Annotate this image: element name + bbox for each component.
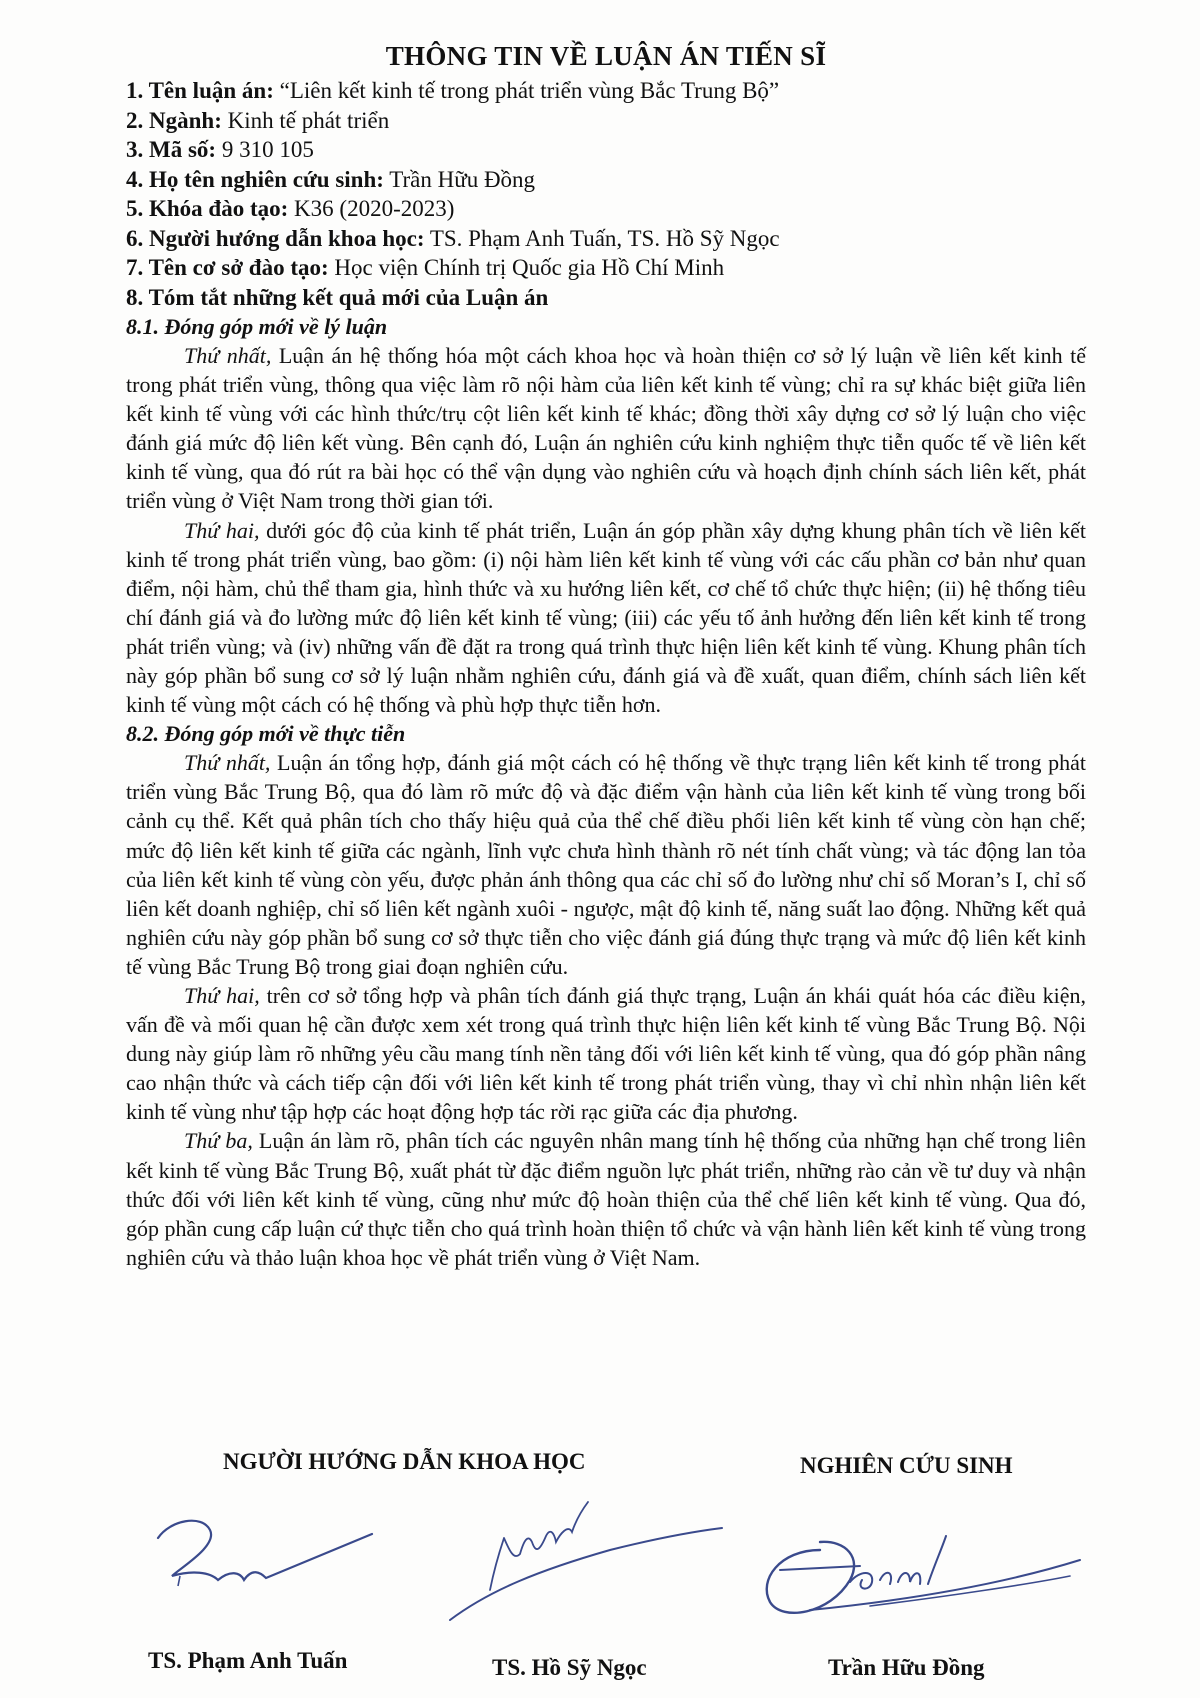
section-8-heading: 8. Tóm tắt những kết quả mới của Luận án xyxy=(126,284,549,310)
info-advisors xyxy=(126,224,1086,254)
paragraph-lead: Thứ ba, xyxy=(184,1128,253,1154)
info-value: K36 (2020-2023) xyxy=(288,196,455,221)
info-major xyxy=(126,106,1086,136)
paragraph xyxy=(126,748,1086,981)
paragraph-text: Luận án làm rõ, phân tích các nguyên nhân mang tính hệ thống của những hạn chế trong liên kết kinh tế vùng Bắc Trung Bộ, xuất phát từ đặc điểm nguồn lực phát triển, những rào cản về tư duy và nhận thức đối với liên kết kinh tế vùng, cũng như mức độ hoàn thiện của thể chế liên kết kinh tế vùng. Qua đó, góp phần cung cấp luận cứ thực tiễn cho quá trình hoàn thiện tổ chức và vận hành liên kết kinh tế vùng trong nghiên cứu và thảo luận khoa học về phát triển vùng ở Việt Nam. xyxy=(126,1128,1087,1270)
advisor1-signature xyxy=(140,1510,380,1610)
info-label: 1. Tên luận án: xyxy=(126,78,274,103)
info-label: 4. Họ tên nghiên cứu sinh: xyxy=(126,166,384,192)
info-student-name xyxy=(126,165,1086,195)
info-institution xyxy=(126,253,1086,283)
info-value: Học viện Chính trị Quốc gia Hồ Chí Minh xyxy=(328,255,725,280)
advisor-role-label: NGƯỜI HƯỚNG DẪN KHOA HỌC xyxy=(223,1449,586,1474)
student-name: Trần Hữu Đồng xyxy=(828,1655,985,1680)
section-8-2-heading: 8.2. Đóng góp mới về thực tiễn xyxy=(126,721,406,747)
document-body xyxy=(126,38,1086,1272)
info-value: TS. Phạm Anh Tuấn, TS. Hồ Sỹ Ngọc xyxy=(424,225,780,251)
paragraph-lead: Thứ nhất, xyxy=(184,343,272,368)
signature-block xyxy=(0,1440,1200,1698)
info-label: 7. Tên cơ sở đào tạo: xyxy=(126,255,329,280)
info-label: 2. Ngành: xyxy=(126,107,222,133)
info-value: “Liên kết kinh tế trong phát triển vùng Bắc Trung Bộ” xyxy=(273,78,780,103)
paragraph xyxy=(126,341,1086,516)
info-label: 5. Khóa đào tạo: xyxy=(126,196,289,221)
info-value: 9 310 105 xyxy=(216,137,314,162)
info-thesis-title xyxy=(126,76,1086,106)
student-role-label: NGHIÊN CỨU SINH xyxy=(800,1453,1013,1478)
paragraph-text: dưới góc độ của kinh tế phát triển, Luận án góp phần xây dựng khung phân tích về liên kết kinh tế trong phát triển vùng, bao gồm: (i) nội hàm liên kết kinh tế vùng với các cấu phần cơ bản như quan điểm, nội hàm, chủ thể tham gia, hình thức và xu hướng liên kết, cơ chế tổ chức thực hiện; (ii) hệ thống tiêu chí đánh giá và đo lường mức độ liên kết kinh tế vùng; (iii) các yếu tố ảnh hưởng đến liên kết kinh tế trong phát triển vùng; và (iv) những vấn đề đặt ra trong quá trình thực hiện liên kết kinh tế vùng. Khung phân tích này góp phần bổ sung cơ sở lý luận nhằm nghiên cứu, đánh giá và đề xuất, quan điểm, chính sách liên kết kinh tế vùng một cách có hệ thống và phù hợp thực tiễn hơn. xyxy=(126,517,1086,718)
paragraph xyxy=(126,516,1086,720)
advisor2-name: TS. Hồ Sỹ Ngọc xyxy=(492,1655,647,1680)
info-label: 3. Mã số: xyxy=(126,137,217,162)
info-code xyxy=(126,135,1086,165)
info-label: 6. Người hướng dẫn khoa học: xyxy=(126,225,425,251)
info-list xyxy=(126,76,1086,283)
paragraph xyxy=(126,981,1086,1126)
section-8-1-heading: 8.1. Đóng góp mới về lý luận xyxy=(126,314,388,339)
paragraph-text: Luận án tổng hợp, đánh giá một cách có hệ thống về thực trạng liên kết kinh tế trong phát triển vùng Bắc Trung Bộ, qua đó làm rõ mức độ và đặc điểm vận hành của liên kết kinh tế vùng trong bối cảnh cụ thể. Kết quả phân tích cho thấy hiệu quả của thể chế điều phối liên kết kinh tế vùng còn hạn chế; mức độ liên kết kinh tế giữa các ngành, lĩnh vực chưa hình thành rõ nét tính chất vùng; và tác động lan tỏa của liên kết kinh tế vùng còn yếu, được phản ánh thông qua các chỉ số đo lường như chỉ số Moran’s I, chỉ số liên kết doanh nghiệp, chỉ số liên kết ngành xuôi - ngược, mật độ kinh tế, năng suất lao động. Những kết quả nghiên cứu này góp phần bổ sung cơ sở thực tiễn cho việc đánh giá đúng thực trạng và mức độ liên kết kinh tế vùng Bắc Trung Bộ trong giai đoạn nghiên cứu. xyxy=(126,750,1086,979)
student-signature xyxy=(750,1510,1090,1640)
paragraph xyxy=(126,1126,1086,1271)
document-title: THÔNG TIN VỀ LUẬN ÁN TIẾN SĨ xyxy=(385,41,827,71)
paragraph-text: Luận án hệ thống hóa một cách khoa học và hoàn thiện cơ sở lý luận về liên kết kinh tế trong phát triển vùng, thông qua việc làm rõ nội hàm của liên kết kinh tế vùng; chỉ ra sự khác biệt giữa liên kết kinh tế vùng với các hình thức/trụ cột liên kết kinh tế khác; đồng thời xây dựng cơ sở lý luận cho việc đánh giá mức độ liên kết vùng. Bên cạnh đó, Luận án nghiên cứu kinh nghiệm thực tiễn quốc tế về liên kết kinh tế vùng, qua đó rút ra bài học có thể vận dụng vào nghiên cứu và hoạch định chính sách liên kết, phát triển vùng ở Việt Nam trong thời gian tới. xyxy=(126,343,1086,514)
advisor2-signature xyxy=(430,1480,730,1630)
advisor1-name: TS. Phạm Anh Tuấn xyxy=(148,1648,348,1673)
info-value: Kinh tế phát triển xyxy=(221,107,390,133)
paragraph-lead: Thứ hai, xyxy=(184,982,260,1008)
paragraph-lead: Thứ nhất, xyxy=(184,750,271,776)
paragraph-lead: Thứ hai, xyxy=(184,517,260,543)
info-value: Trần Hữu Đồng xyxy=(383,166,536,192)
info-course xyxy=(126,194,1086,224)
paragraph-text: trên cơ sở tổng hợp và phân tích đánh giá thực trạng, Luận án khái quát hóa các điều kiện, vấn đề và mối quan hệ cần được xem xét trong quá trình thực hiện liên kết kinh tế vùng Bắc Trung Bộ. Nội dung này giúp làm rõ những yêu cầu mang tính nền tảng đối với liên kết kinh tế vùng, qua đó góp phần nâng cao nhận thức và cách tiếp cận đối với liên kết kinh tế trong phát triển vùng, thay vì chỉ nhìn nhận liên kết kinh tế vùng như tập hợp các hoạt động hợp tác rời rạc giữa các địa phương. xyxy=(126,982,1086,1125)
